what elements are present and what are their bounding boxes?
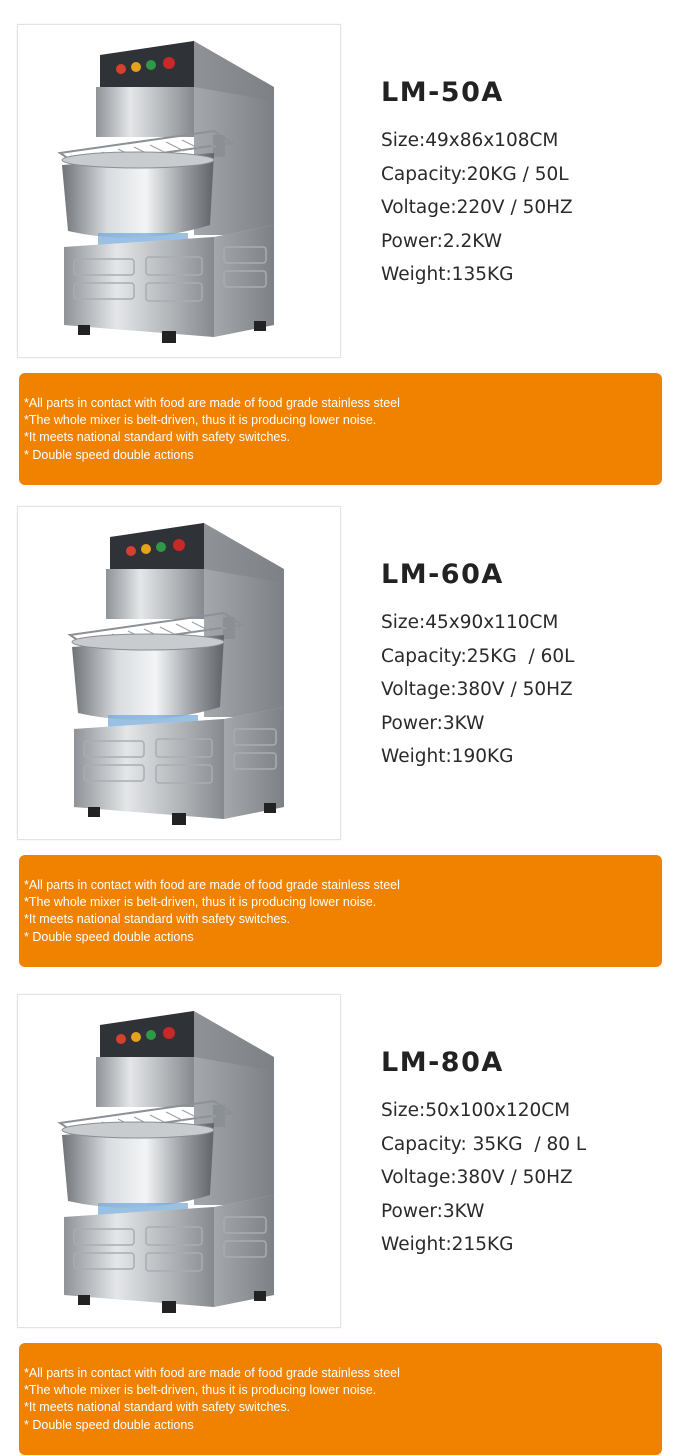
spec-voltage: Voltage:380V / 50HZ <box>381 1167 573 1189</box>
spec-power: Power:3KW <box>381 712 485 734</box>
spec-weight: Weight:135KG <box>381 264 514 286</box>
feature-note: *All parts in contact with food are made of food grade stainless steel <box>24 396 400 410</box>
product-photo-card <box>17 24 341 358</box>
feature-note: *The whole mixer is belt-driven, thus it is producing lower noise. <box>24 413 377 428</box>
feature-banner <box>19 1343 662 1455</box>
feature-note: *It meets national standard with safety switches. <box>24 430 291 445</box>
feature-banner <box>19 373 662 485</box>
feature-note: *It meets national standard with safety switches. <box>24 1400 291 1415</box>
product-photo-card <box>17 994 341 1328</box>
spec-weight: Weight:215KG <box>381 1234 514 1256</box>
spec-panel <box>381 76 573 292</box>
spiral-mixer-image <box>18 995 342 1329</box>
spec-voltage: Voltage:380V / 50HZ <box>381 679 573 701</box>
spec-weight: Weight:190KG <box>381 746 514 768</box>
spec-size: Size:45x90x110CM <box>381 612 559 633</box>
product-photo-card <box>17 506 341 840</box>
spiral-mixer-image <box>18 25 342 359</box>
model-title: LM-60A <box>381 559 504 590</box>
feature-note: * Double speed double actions <box>24 929 194 944</box>
spec-capacity: Capacity:20KG / 50L <box>381 163 569 185</box>
spec-power: Power:3KW <box>381 1200 485 1222</box>
feature-note: *All parts in contact with food are made of food grade stainless steel <box>24 1366 400 1380</box>
spec-capacity: Capacity:25KG / 60L <box>381 645 575 667</box>
spec-panel <box>381 1046 586 1262</box>
feature-note: * Double speed double actions <box>24 1417 194 1432</box>
model-title: LM-80A <box>381 1047 504 1078</box>
spec-capacity: Capacity: 35KG / 80 L <box>381 1133 587 1155</box>
feature-note: *It meets national standard with safety switches. <box>24 912 291 927</box>
spec-size: Size:49x86x108CM <box>381 130 559 151</box>
model-title: LM-50A <box>381 77 504 108</box>
feature-note: *All parts in contact with food are made of food grade stainless steel <box>24 878 400 892</box>
spiral-mixer-image <box>18 507 342 841</box>
spec-power: Power:2.2KW <box>381 230 503 252</box>
spec-voltage: Voltage:220V / 50HZ <box>381 197 573 219</box>
feature-note: *The whole mixer is belt-driven, thus it is producing lower noise. <box>24 1383 377 1398</box>
feature-banner <box>19 855 662 967</box>
spec-panel <box>381 558 574 774</box>
spec-size: Size:50x100x120CM <box>381 1100 571 1121</box>
feature-note: * Double speed double actions <box>24 447 194 462</box>
feature-note: *The whole mixer is belt-driven, thus it is producing lower noise. <box>24 895 377 910</box>
